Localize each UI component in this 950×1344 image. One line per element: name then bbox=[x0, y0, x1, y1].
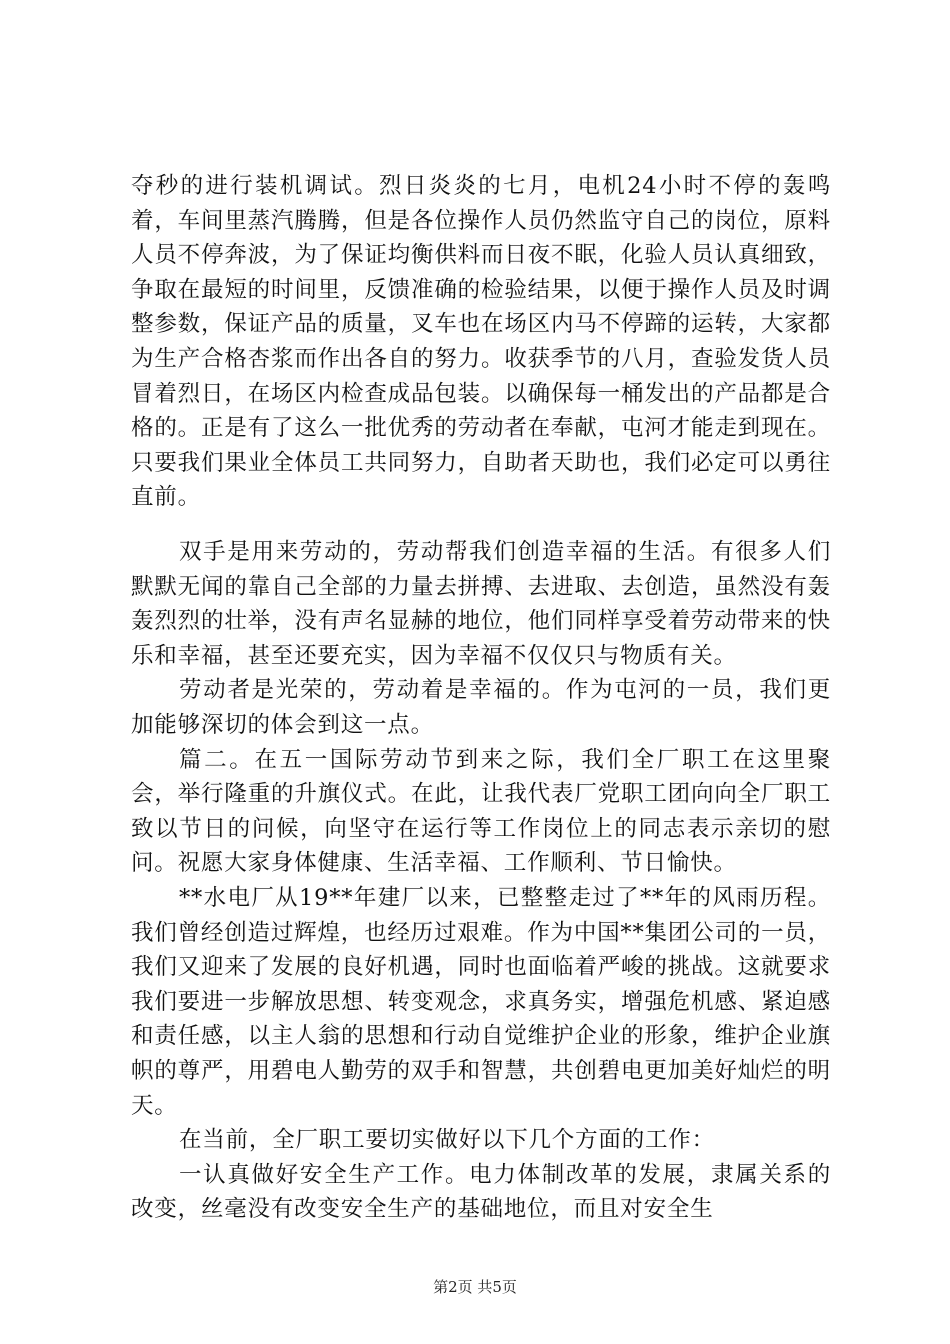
page-number-footer: 第2页 共5页 bbox=[433, 1278, 517, 1296]
paragraph: 在当前，全厂职工要切实做好以下几个方面的工作： bbox=[179, 1127, 715, 1154]
paragraph: 双手是用来劳动的，劳动帮我们创造幸福的生活。有很多人们默默无闻的靠自己全部的力量去拼搏、去进取、去创造，虽然没有轰轰烈烈的壮举，没有声名显赫的地位，他们同样享受着劳动带来的快乐和幸福，甚至还要充实，因为幸福不仅仅只与物质有关。 bbox=[131, 539, 831, 669]
text-block-main bbox=[131, 535, 831, 1227]
text-block-top bbox=[131, 169, 831, 515]
paragraph: 夺秒的进行装机调试。烈日炎炎的七月，电机24小时不停的轰鸣着，车间里蒸汽腾腾，但是各位操作人员仍然监守自己的岗位，原料人员不停奔波，为了保证均衡供料而日夜不眠，化验人员认真细致，争取在最短的时间里，反馈准确的检验结果，以便于操作人员及时调整参数，保证产品的质量，叉车也在场区内马不停蹄的运转，大家都为生产合格杏浆而作出各自的努力。收获季节的八月，查验发货人员冒着烈日，在场区内检查成品包装。以确保每一桶发出的产品都是合格的。正是有了这么一批优秀的劳动者在奉献，屯河才能走到现在。只要我们果业全体员工共同努力，自助者天助也，我们必定可以勇往直前。 bbox=[131, 173, 831, 511]
paragraph: 劳动者是光荣的，劳动着是幸福的。作为屯河的一员，我们更加能够深切的体会到这一点。 bbox=[131, 677, 831, 738]
paragraph: 篇二。在五一国际劳动节到来之际，我们全厂职工在这里聚会，举行隆重的升旗仪式。在此，让我代表厂党职工团向向全厂职工致以节日的问候，向坚守在运行等工作岗位上的同志表示亲切的慰问。祝愿大家身体健康、生活幸福、工作顺利、节日愉快。 bbox=[131, 746, 831, 877]
paragraph: **水电厂从19**年建厂以来，已整整走过了**年的风雨历程。我们曾经创造过辉煌，也经历过艰难。作为中国**集团公司的一员，我们又迎来了发展的良好机遇，同时也面临着严峻的挑战。这就要求我们要进一步解放思想、转变观念，求真务实，增强危机感、紧迫感和责任感，以主人翁的思想和行动自觉维护企业的形象，维护企业旗帜的尊严，用碧电人勤劳的双手和智慧，共创碧电更加美好灿烂的明天。 bbox=[131, 884, 831, 1119]
paragraph: 一认真做好安全生产工作。电力体制改革的发展，隶属关系的改变，丝毫没有改变安全生产的基础地位，而且对安全生 bbox=[131, 1161, 831, 1223]
